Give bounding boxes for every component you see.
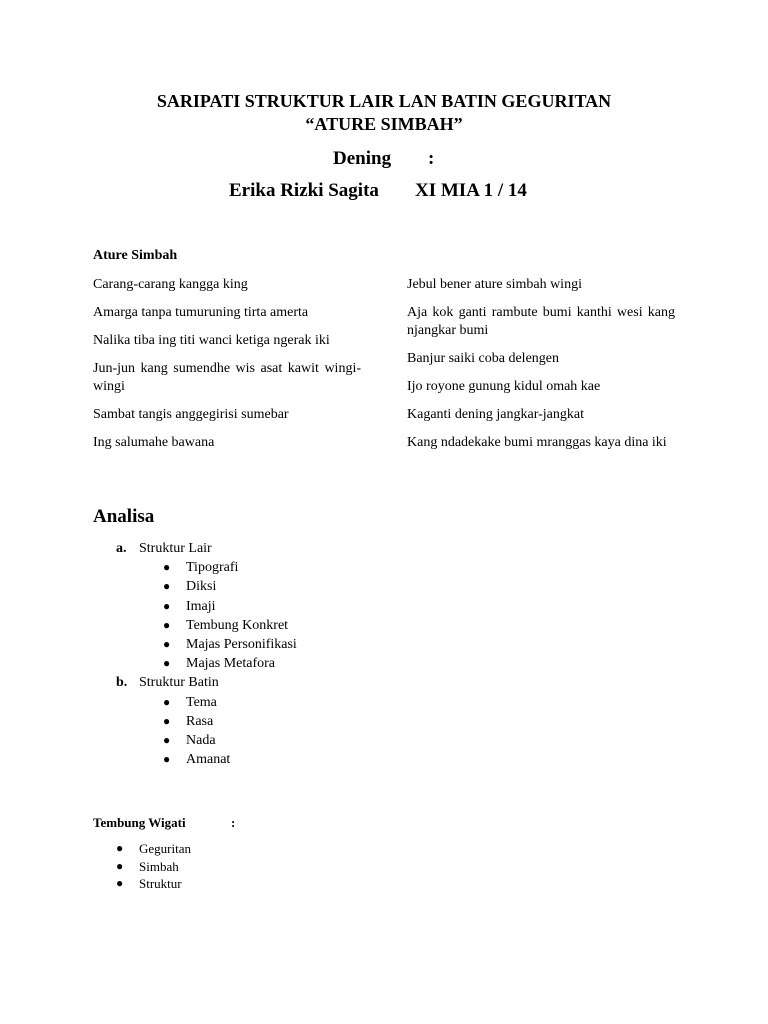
poem-line: Kang ndadekake bumi mranggas kaya dina iki — [407, 435, 667, 450]
poem-line: Aja kok ganti rambute bumi kanthi wesi kang njangkar bumi — [407, 305, 675, 338]
list-item-text: Majas Personifikasi — [186, 637, 297, 653]
poem-left-column — [93, 276, 361, 462]
list-item-text: Amanat — [186, 752, 231, 768]
bullet-icon: ● — [163, 560, 171, 575]
tembung-wigati-list — [116, 840, 191, 893]
list-item — [163, 731, 297, 750]
bullet-icon: ● — [163, 579, 171, 594]
bullet-icon: ● — [163, 656, 171, 671]
poem-line: Sambat tangis anggegirisi sumebar — [93, 407, 289, 422]
analisa-item-b — [116, 673, 297, 692]
bullet-icon: ● — [163, 713, 171, 728]
list-item — [163, 616, 297, 635]
poem-line: Jebul bener ature simbah wingi — [407, 277, 582, 292]
list-letter: a. — [116, 541, 127, 556]
tembung-wigati-colon: : — [231, 815, 236, 830]
poem-line: Ing salumahe bawana — [93, 435, 215, 450]
poem-line: Jun-jun kang sumendhe wis asat kawit wingi-wingi — [93, 361, 361, 394]
analisa-item-a — [116, 539, 297, 558]
analisa-list — [116, 539, 297, 769]
list-item — [116, 840, 191, 858]
list-letter: b. — [116, 675, 128, 691]
bullet-icon: ● — [116, 841, 124, 855]
list-item-label: Struktur Lair — [139, 541, 212, 556]
list-item-text: Struktur — [139, 876, 182, 891]
list-item — [163, 597, 297, 616]
list-item — [116, 858, 191, 876]
list-item-text: Diksi — [186, 579, 217, 595]
dening-label: Dening — [333, 148, 392, 169]
poem-line: Nalika tiba ing titi wanci ketiga ngerak iki — [93, 333, 330, 348]
poem-line: Kaganti dening jangkar-jangkat — [407, 407, 584, 422]
document-title: SARIPATI STRUKTUR LAIR LAN BATIN GEGURITAN — [156, 91, 612, 111]
bullet-icon: ● — [163, 733, 171, 748]
bullet-icon: ● — [163, 694, 171, 709]
bullet-icon: ● — [163, 617, 171, 632]
poem-line: Ijo royone gunung kidul omah kae — [407, 379, 601, 394]
list-item-text: Simbah — [139, 858, 179, 874]
list-item-text: Nada — [186, 733, 216, 749]
list-item — [163, 750, 297, 769]
list-item-text: Tipografi — [186, 560, 239, 576]
class-label: XI MIA 1 / 14 — [415, 180, 527, 201]
list-item — [163, 712, 297, 731]
list-item — [116, 875, 191, 893]
list-item — [163, 654, 297, 673]
list-item-text: Geguritan — [139, 841, 191, 856]
struktur-lair-bullets — [163, 558, 297, 673]
bullet-icon: ● — [163, 752, 171, 767]
list-item-label: Struktur Batin — [139, 675, 219, 691]
list-item — [163, 693, 297, 712]
bullet-icon: ● — [116, 858, 124, 873]
bullet-icon: ● — [163, 598, 171, 613]
bullet-icon: ● — [163, 637, 171, 652]
struktur-batin-bullets — [163, 693, 297, 770]
list-item — [163, 577, 297, 596]
author-name: Erika Rizki Sagita — [229, 180, 379, 201]
analisa-heading: Analisa — [93, 506, 155, 527]
list-item — [163, 558, 297, 577]
poem-title-quoted: “ATURE SIMBAH” — [305, 114, 463, 134]
poem-line: Amarga tanpa tumuruning tirta amerta — [93, 305, 309, 320]
list-item-text: Imaji — [186, 598, 216, 614]
bullet-icon: ● — [116, 876, 124, 890]
list-item-text: Tembung Konkret — [186, 617, 289, 633]
dening-colon: : — [428, 148, 435, 169]
list-item-text: Tema — [186, 694, 217, 710]
poem-heading: Ature Simbah — [93, 248, 178, 263]
poem-right-column — [407, 276, 675, 462]
poem-line: Banjur saiki coba delengen — [407, 351, 560, 366]
poem-line: Carang-carang kangga king — [93, 277, 248, 292]
tembung-wigati-label: Tembung Wigati — [93, 815, 186, 830]
list-item-text: Majas Metafora — [186, 656, 276, 672]
list-item-text: Rasa — [186, 713, 214, 729]
list-item — [163, 635, 297, 654]
